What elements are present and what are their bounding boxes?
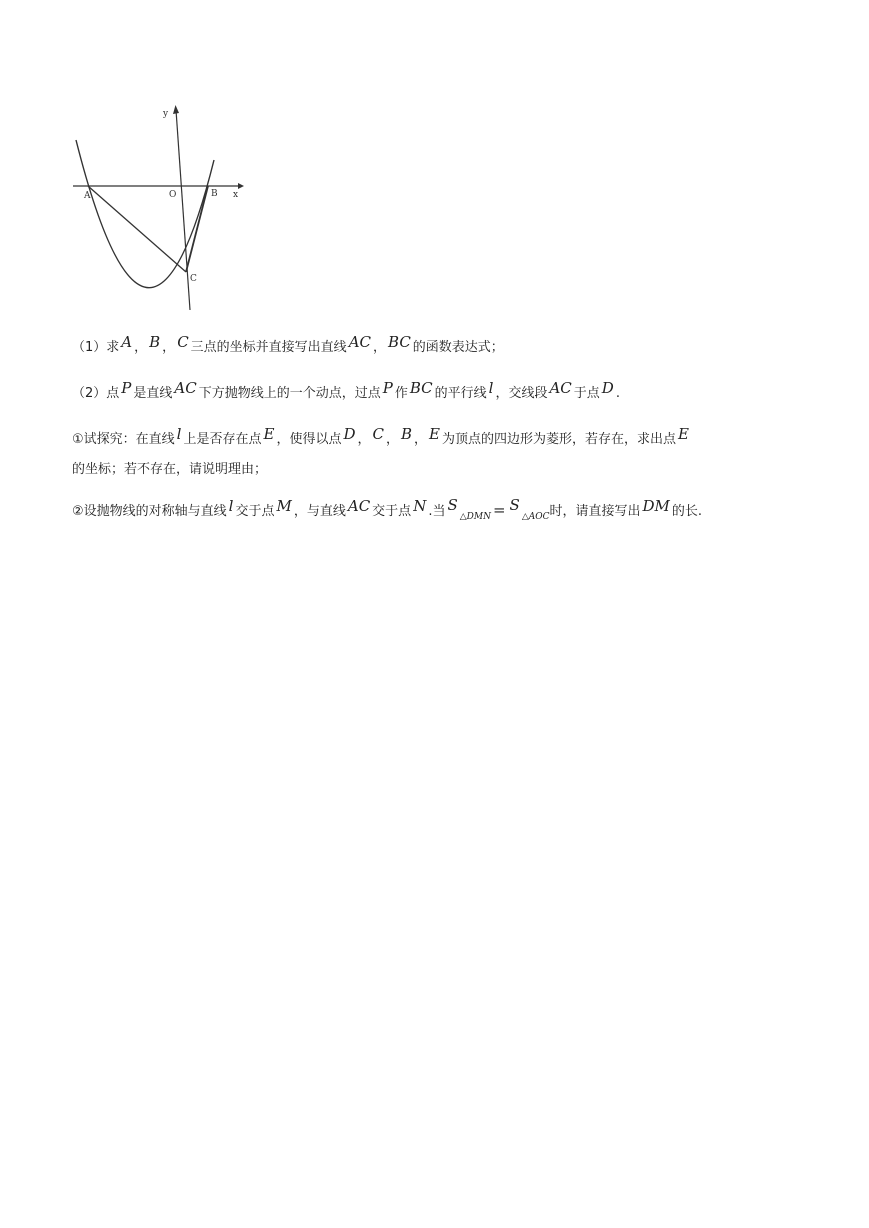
label-b: B [211, 189, 218, 199]
var-d: D [343, 425, 356, 443]
var-m: M [276, 497, 292, 515]
q2b-text: ②设抛物线的对称轴与直线 [72, 504, 227, 519]
q2a-text: 为顶点的四边形为菱形，若存在，求出点 [442, 432, 677, 447]
segment-bc [186, 186, 208, 272]
var-d: D [601, 379, 614, 397]
q2b-text: .当 [428, 504, 446, 519]
var-bc: BC [388, 333, 411, 351]
q2a-text: 的坐标；若不存在，请说明理由； [72, 462, 268, 477]
var-s: S [447, 496, 458, 514]
q1-sep: ， [134, 340, 148, 355]
q2b-text: 交于点 [372, 504, 412, 519]
q2-text: 是直线 [133, 386, 173, 401]
subscript-aoc: △AOC [521, 512, 550, 522]
var-e: E [429, 425, 440, 443]
var-l: l [228, 497, 234, 515]
var-s: S [509, 496, 520, 514]
question-1 [72, 333, 504, 358]
q1-sep: ， [162, 340, 176, 355]
q2b-text: 的长. [671, 504, 703, 519]
var-ac: AC [348, 333, 371, 351]
label-x: x [233, 190, 239, 200]
var-c: C [372, 425, 384, 443]
q2a-sep: ， [414, 432, 428, 447]
var-p: P [121, 379, 132, 397]
equals-sign: = [492, 501, 506, 519]
q2a-text: ①试探究：在直线 [72, 432, 175, 447]
var-ac: AC [347, 497, 371, 515]
q1-sep: ， [373, 340, 387, 355]
q1-prefix: （1）求 [72, 340, 120, 355]
graph-svg [68, 100, 248, 315]
var-a: A [121, 333, 133, 351]
q2a-sep: ， [357, 432, 371, 447]
var-l: l [176, 425, 182, 443]
var-e: E [678, 425, 689, 443]
var-bc: BC [409, 379, 433, 397]
var-dm: DM [642, 497, 670, 515]
var-ac: AC [174, 379, 197, 397]
y-axis [176, 110, 190, 310]
q1-mid: 三点的坐标并直接写出直线 [190, 340, 347, 355]
q2b-text: 交于点 [235, 504, 275, 519]
label-origin: O [169, 190, 177, 200]
var-b: B [401, 425, 413, 443]
question-2 [72, 379, 620, 404]
q2-text: 于点 [573, 386, 600, 401]
var-ac: AC [549, 379, 572, 397]
label-c: C [190, 274, 197, 284]
var-n: N [413, 497, 427, 515]
q2b-text: ，与直线 [293, 504, 346, 519]
label-y: y [163, 109, 169, 119]
q2-text: 作 [394, 386, 408, 401]
q2-prefix: （2）点 [72, 386, 120, 401]
question-2a-line1 [72, 425, 691, 450]
var-p: P [382, 379, 393, 397]
q2-end: . [615, 386, 620, 401]
label-a: A [84, 191, 91, 201]
var-l: l [488, 379, 494, 397]
question-2b [72, 496, 703, 523]
var-b: B [149, 333, 161, 351]
q2a-sep: ， [385, 432, 399, 447]
y-axis-arrow [173, 105, 179, 114]
q2b-text: 时，请直接写出 [549, 504, 641, 519]
var-c: C [177, 333, 189, 351]
q2a-text: ，使得以点 [276, 432, 342, 447]
q2-text: ，交线段 [495, 386, 548, 401]
parabola-figure [68, 100, 248, 315]
question-2a-line2 [72, 460, 267, 480]
subscript-dmn: △DMN [459, 512, 491, 522]
q1-suffix: 的函数表达式； [412, 340, 504, 355]
q2-text: 的平行线 [434, 386, 487, 401]
var-e: E [263, 425, 275, 443]
q2-text: 下方抛物线上的一个动点，过点 [198, 386, 381, 401]
x-axis-arrow [238, 183, 244, 189]
parabola [76, 140, 214, 288]
q2a-text: 上是否存在点 [183, 432, 262, 447]
